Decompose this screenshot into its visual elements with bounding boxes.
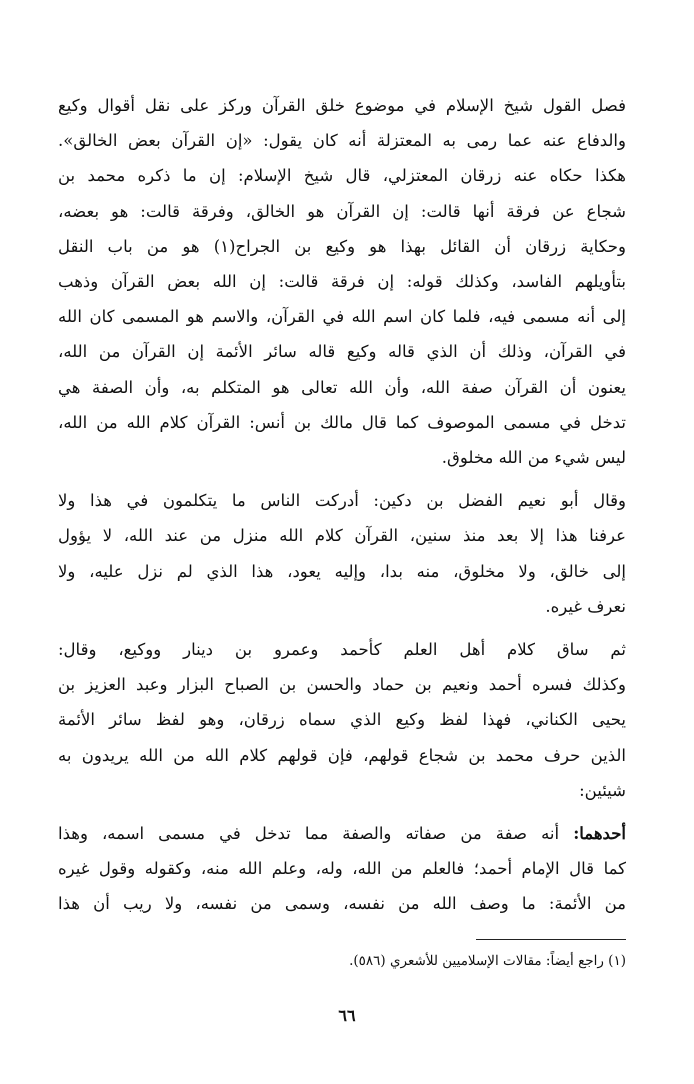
text-line: وقال أبو نعيم الفضل بن دكين: أدركت الناس ما يتكلمون في هذا ولا [58, 491, 626, 511]
text-line: فصل القول شيخ الإسلام في موضوع خلق القرآن وركز على نقل أقوال وكيع [58, 96, 626, 115]
text-line: كما قال الإمام أحمد؛ فالعلم من الله، وله، وعلم الله منه، وكقوله وقول غيره [58, 859, 626, 879]
text-line: هكذا حكاه عنه زرقان المعتزلي، قال شيخ الإسلام: إن ما ذكره محمد بن [58, 166, 626, 186]
text-line: ثم ساق كلام أهل العلم كأحمد وعمرو بن دينار ووكيع، وقال: [58, 640, 626, 660]
paragraph-4 [58, 816, 626, 922]
text-line: ليس شيء من الله مخلوق. [441, 448, 626, 468]
text-line: تدخل في مسمى الموصوف كما قال مالك بن أنس: القرآن كلام الله من الله، [58, 412, 626, 432]
paragraph-2 [58, 483, 626, 624]
paragraph-3 [58, 632, 626, 808]
page-number: ٦٦ [338, 1006, 356, 1025]
text-line: يحيى الكناني، فهذا لفظ وكيع الذي سماه زرقان، وهو لفظ سائر الأئمة [58, 710, 626, 730]
text-line: من الأئمة: ما وصف الله من نفسه، وسمى من نفسه، ولا ريب أن هذا [58, 894, 626, 914]
text-line: وكذلك فسره أحمد ونعيم بن حماد والحسن بن الصباح البزار وعبد العزيز بن [58, 675, 626, 695]
text-line: عرفنا هذا إلا بعد منذ سنين، القرآن كلام الله منزل من عند الله، لا يؤول [58, 526, 626, 546]
text-line: إلى أنه مسمى فيه، فلما كان اسم الله في القرآن، والاسم هو المسمى كان الله [58, 307, 626, 327]
text-line: شيئين: [579, 780, 626, 800]
text-line: وحكاية زرقان أن القائل بهذا هو وكيع بن الجراح(١) هو من باب النقل [58, 236, 626, 256]
text-line [58, 816, 626, 851]
text-line: الذين حرف محمد بن شجاع قولهم، فإن قولهم كلام الله من الله يريدون به [58, 745, 626, 765]
text-line-rest: أنه صفة من صفاته والصفة مما تدخل في مسمى اسمه، وهذا [58, 824, 574, 844]
text-line: يعنون أن القرآن صفة الله، وأن الله تعالى هو المتكلم به، وأن الصفة هي [58, 377, 626, 397]
text-line: بتأويلهم الفاسد، وكذلك قوله: إن فرقة قالت: إن الله بعض القرآن وذهب [58, 272, 626, 292]
text-line: والدفاع عنه عما رمى به المعتزلة أنه كان يقول: «إن القرآن بعض الخالق». [58, 131, 626, 151]
text-line: في القرآن، وذلك أن الذي قاله وكيع قاله سائر الأئمة إن القرآن من الله، [58, 342, 626, 362]
lead-term: أحدهما: [573, 824, 626, 844]
text-line: إلى خالق، ولا مخلوق، منه بدا، وإليه يعود، هذا الذي لم نزل عليه، ولا [58, 561, 626, 581]
footnote: (١) راجع أيضاً: مقالات الإسلاميين للأشعري (٥٨٦). [349, 953, 626, 969]
text-line: شجاع عن فرقة أنها قالت: إن القرآن هو الخالق، وفرقة قالت: هو بعضه، [58, 201, 626, 221]
page-body [58, 88, 626, 922]
text-line: نعرف غيره. [545, 596, 626, 616]
paragraph-1 [58, 88, 626, 475]
footnote-divider [476, 939, 626, 940]
